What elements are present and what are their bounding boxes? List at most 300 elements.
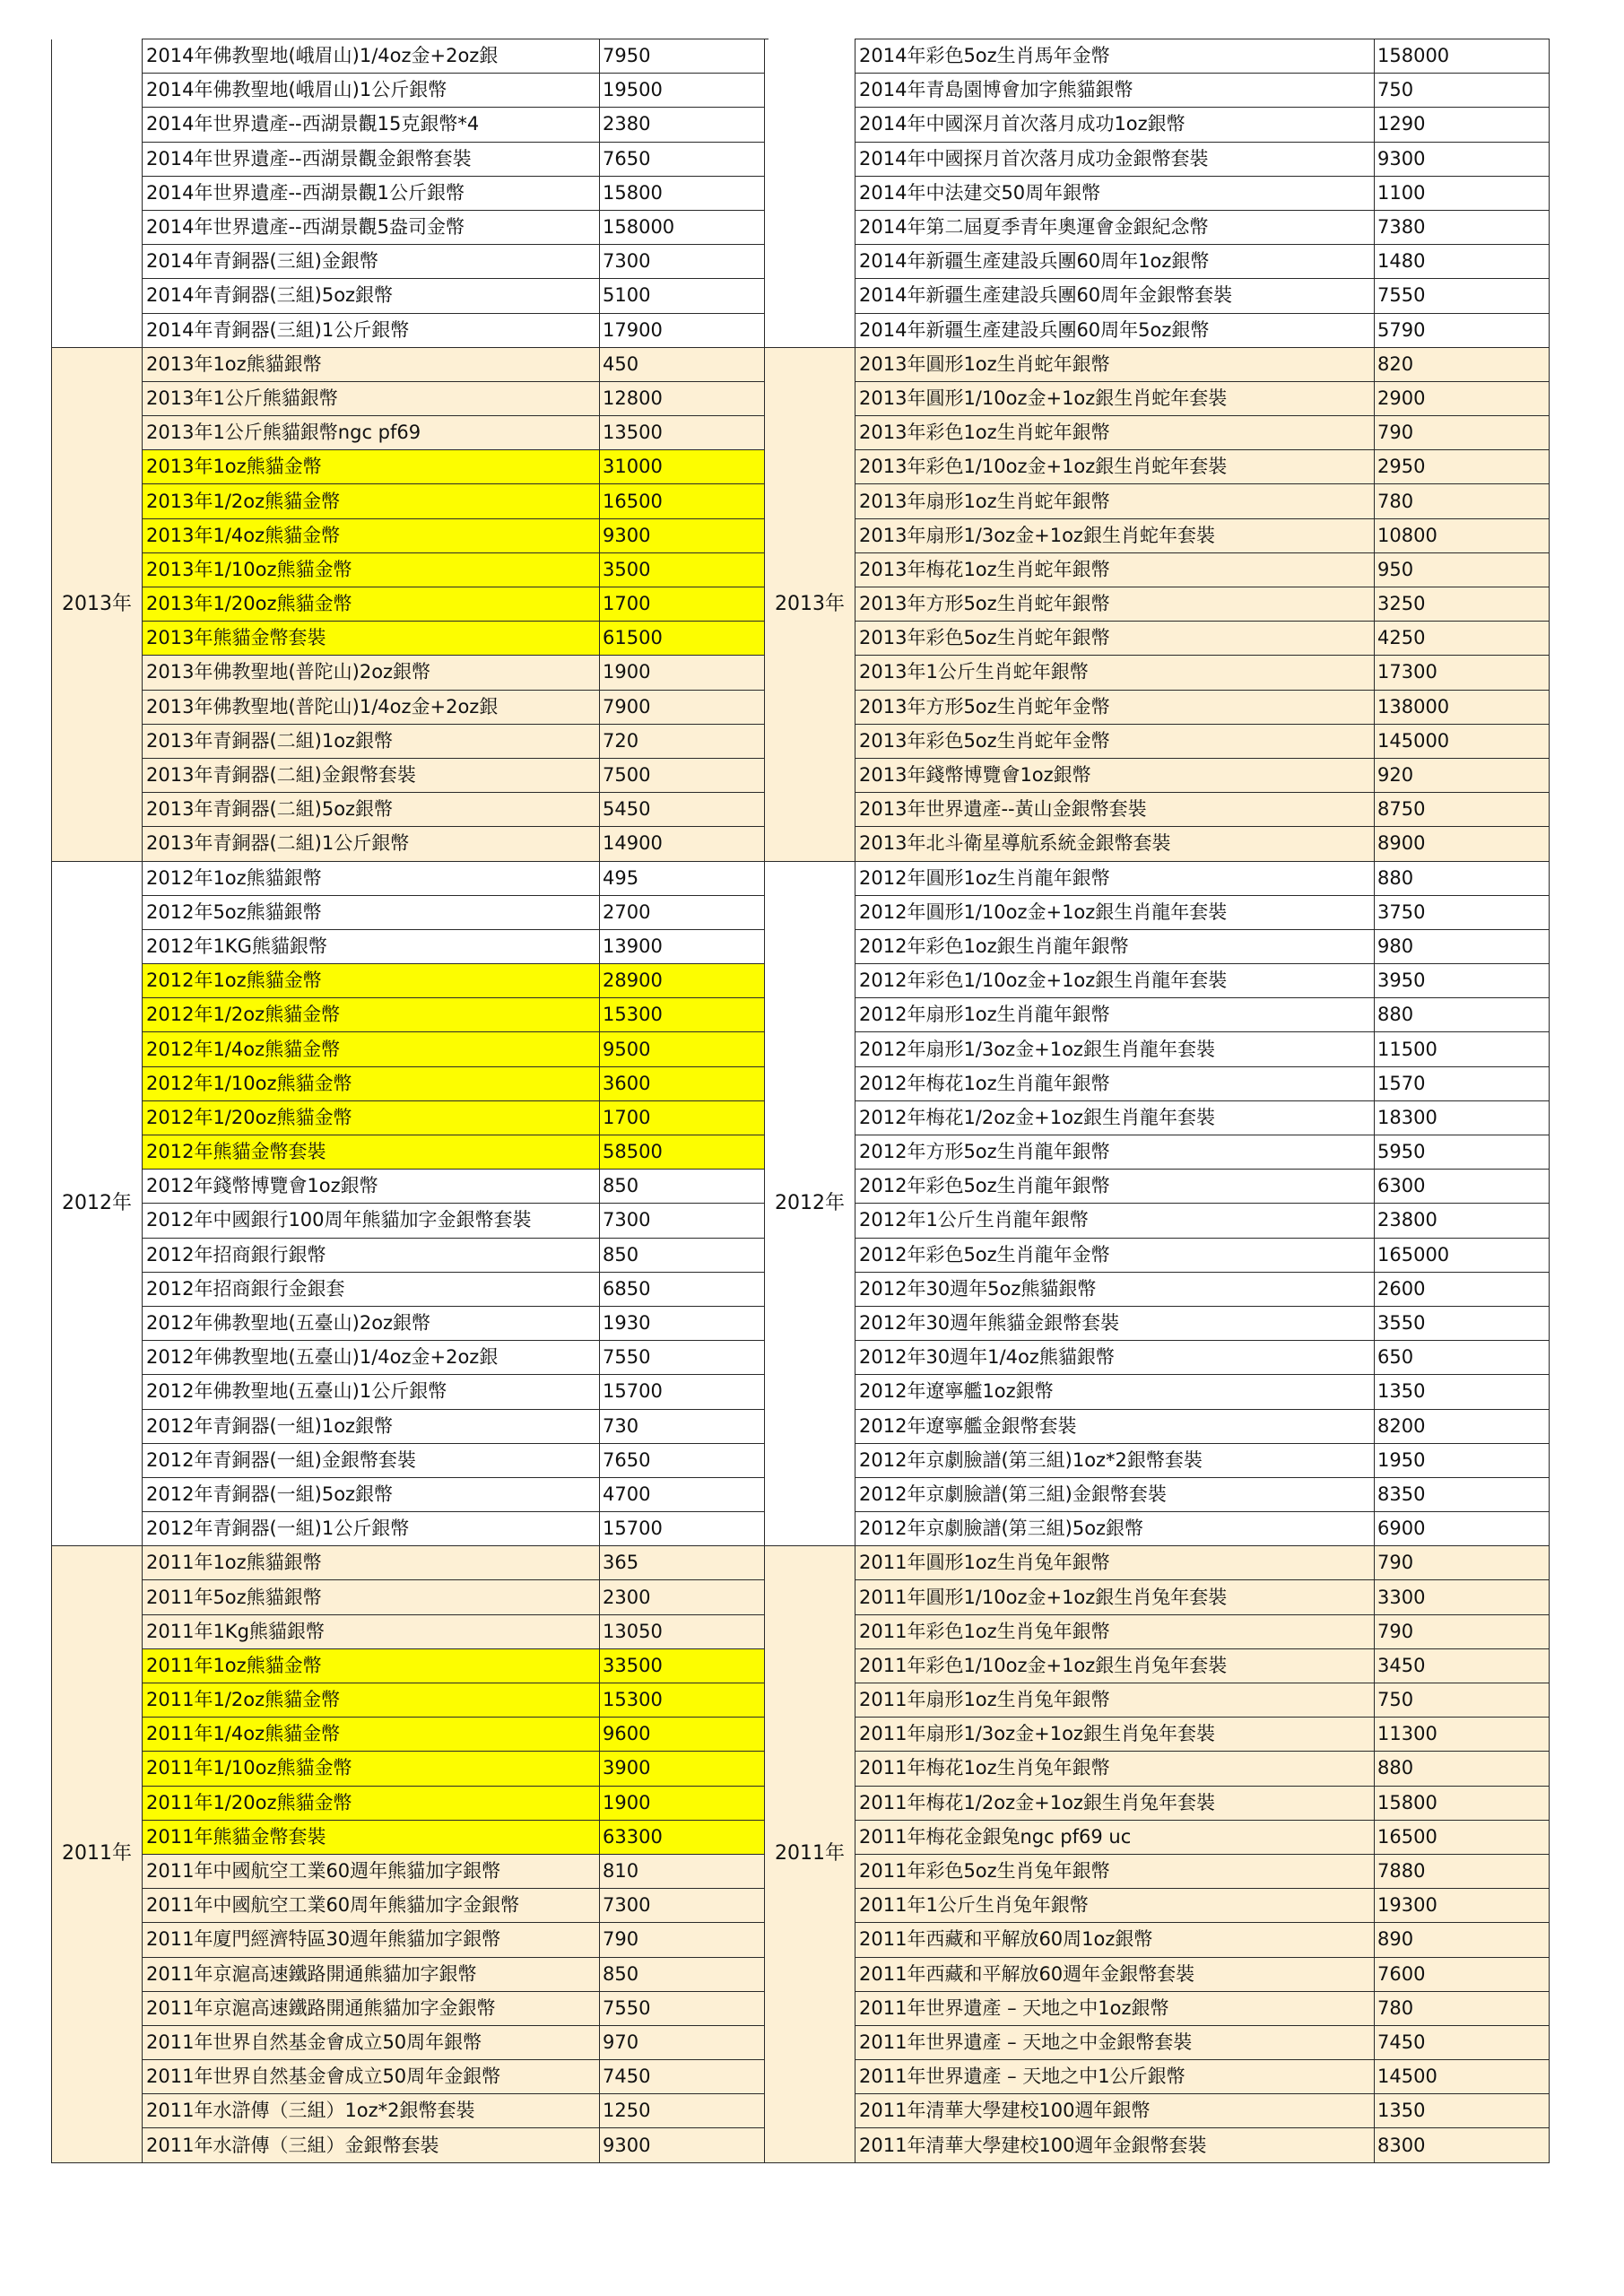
- coin-name: 2011年西藏和平解放60周1oz銀幣: [855, 1923, 1375, 1957]
- coin-name: 2014年新疆生產建設兵團60周年1oz銀幣: [855, 245, 1375, 279]
- coin-name: 2013年圓形1oz生肖蛇年銀幣: [855, 347, 1375, 381]
- coin-price: 8300: [1375, 2128, 1550, 2162]
- coin-name: 2013年彩色1oz生肖蛇年銀幣: [855, 416, 1375, 450]
- coin-name: 2013年青銅器(二組)金銀幣套裝: [143, 758, 600, 792]
- coin-price: 145000: [1375, 724, 1550, 758]
- coin-price: 158000: [600, 210, 769, 244]
- table-row: [765, 1238, 1550, 1272]
- coin-name: 2011年1oz熊貓銀幣: [143, 1546, 600, 1580]
- table-row: [765, 245, 1550, 279]
- coin-name: 2012年佛教聖地(五臺山)1/4oz金+2oz銀: [143, 1341, 600, 1375]
- coin-name: 2011年世界遺產 – 天地之中金銀幣套裝: [855, 2025, 1375, 2059]
- coin-price: 790: [1375, 1546, 1550, 1580]
- coin-name: 2011年清華大學建校100週年金銀幣套裝: [855, 2128, 1375, 2162]
- table-row: [52, 313, 769, 347]
- coin-name: 2014年中法建交50周年銀幣: [855, 176, 1375, 210]
- table-row: [765, 587, 1550, 622]
- coin-name: 2012年1oz熊貓金幣: [143, 964, 600, 998]
- coin-price: 15700: [600, 1375, 769, 1409]
- coin-name: 2011年彩色1/10oz金+1oz銀生肖兔年套裝: [855, 1648, 1375, 1683]
- coin-name: 2011年圓形1oz生肖兔年銀幣: [855, 1546, 1375, 1580]
- coin-price: 970: [600, 2025, 769, 2059]
- coin-name: 2011年梅花1oz生肖兔年銀幣: [855, 1752, 1375, 1786]
- coin-name: 2011年1公斤生肖兔年銀幣: [855, 1889, 1375, 1923]
- coin-price: 15300: [600, 1683, 769, 1718]
- coin-name: 2013年1公斤生肖蛇年銀幣: [855, 656, 1375, 690]
- table-row: [765, 1718, 1550, 1752]
- coin-price: 880: [1375, 861, 1550, 895]
- table-row: [765, 1512, 1550, 1546]
- coin-name: 2011年彩色5oz生肖兔年銀幣: [855, 1854, 1375, 1888]
- coin-price: 495: [600, 861, 769, 895]
- coin-name: 2011年廈門經濟特區30週年熊貓加字銀幣: [143, 1923, 600, 1957]
- table-row: [52, 39, 769, 74]
- table-row: [52, 861, 769, 895]
- coin-price: 365: [600, 1546, 769, 1580]
- coin-price: 6850: [600, 1272, 769, 1306]
- table-row: [52, 2094, 769, 2128]
- coin-name: 2013年佛教聖地(普陀山)2oz銀幣: [143, 656, 600, 690]
- coin-name: 2011年彩色1oz生肖兔年銀幣: [855, 1614, 1375, 1648]
- coin-name: 2012年招商銀行銀幣: [143, 1238, 600, 1272]
- coin-price: 16500: [600, 484, 769, 518]
- table-row: [765, 1991, 1550, 2025]
- coin-name: 2012年中國銀行100周年熊貓加字金銀幣套裝: [143, 1204, 600, 1238]
- table-row: [52, 176, 769, 210]
- table-row: [765, 1204, 1550, 1238]
- coin-name: 2012年遼寧艦1oz銀幣: [855, 1375, 1375, 1409]
- coin-price: 63300: [600, 1820, 769, 1854]
- coin-name: 2013年世界遺產--黃山金銀幣套裝: [855, 793, 1375, 827]
- table-row: [765, 2094, 1550, 2128]
- table-row: [52, 793, 769, 827]
- coin-price: 31000: [600, 450, 769, 484]
- coin-price: 1290: [1375, 108, 1550, 142]
- coin-price: 6300: [1375, 1170, 1550, 1204]
- table-row: [765, 450, 1550, 484]
- coin-price: 19300: [1375, 1889, 1550, 1923]
- coin-price: 7950: [600, 39, 769, 74]
- coin-price: 890: [1375, 1923, 1550, 1957]
- table-row: [52, 210, 769, 244]
- table-row: [52, 587, 769, 622]
- table-row: [765, 1066, 1550, 1100]
- table-row: [52, 929, 769, 963]
- coin-price: 9300: [1375, 142, 1550, 176]
- coin-name: 2014年青銅器(三組)金銀幣: [143, 245, 600, 279]
- table-row: [765, 998, 1550, 1032]
- table-row: [765, 1923, 1550, 1957]
- coin-name: 2013年北斗衛星導航系統金銀幣套裝: [855, 827, 1375, 861]
- coin-price: 14900: [600, 827, 769, 861]
- coin-price: 7650: [600, 1443, 769, 1477]
- coin-price: 750: [1375, 74, 1550, 108]
- coin-name: 2012年彩色5oz生肖龍年金幣: [855, 1238, 1375, 1272]
- table-row: [52, 484, 769, 518]
- coin-price: 15700: [600, 1512, 769, 1546]
- table-row: [765, 964, 1550, 998]
- coin-price: 5950: [1375, 1135, 1550, 1170]
- coin-price: 1700: [600, 1100, 769, 1135]
- table-row: [52, 1512, 769, 1546]
- table-row: [52, 1375, 769, 1409]
- coin-price: 3950: [1375, 964, 1550, 998]
- coin-name: 2014年世界遺產--西湖景觀5盎司金幣: [143, 210, 600, 244]
- coin-name: 2012年1公斤生肖龍年銀幣: [855, 1204, 1375, 1238]
- coin-price: 780: [1375, 1991, 1550, 2025]
- year-label: [52, 39, 143, 348]
- table-row: [52, 724, 769, 758]
- coin-price: 7300: [600, 245, 769, 279]
- coin-price: 920: [1375, 758, 1550, 792]
- coin-name: 2012年1/10oz熊貓金幣: [143, 1066, 600, 1100]
- coin-name: 2012年青銅器(一組)金銀幣套裝: [143, 1443, 600, 1477]
- table-row: [765, 108, 1550, 142]
- table-row: [765, 1820, 1550, 1854]
- coin-price: 11300: [1375, 1718, 1550, 1752]
- coin-name: 2013年青銅器(二組)1公斤銀幣: [143, 827, 600, 861]
- coin-price: 790: [1375, 416, 1550, 450]
- table-row: [765, 1341, 1550, 1375]
- table-row: [52, 552, 769, 587]
- coin-name: 2011年1oz熊貓金幣: [143, 1648, 600, 1683]
- coin-price: 14500: [1375, 2060, 1550, 2094]
- coin-price: 650: [1375, 1341, 1550, 1375]
- coin-name: 2011年中國航空工業60週年熊貓加字銀幣: [143, 1854, 600, 1888]
- coin-price: 1900: [600, 1786, 769, 1820]
- coin-price: 7600: [1375, 1957, 1550, 1991]
- coin-name: 2012年京劇臉譜(第三組)5oz銀幣: [855, 1512, 1375, 1546]
- table-row: [52, 279, 769, 313]
- table-row: [765, 758, 1550, 792]
- table-row: [52, 1272, 769, 1306]
- table-row: [765, 1957, 1550, 1991]
- table-row: [52, 245, 769, 279]
- coin-name: 2012年方形5oz生肖龍年銀幣: [855, 1135, 1375, 1170]
- coin-price: 880: [1375, 998, 1550, 1032]
- coin-price: 1900: [600, 656, 769, 690]
- coin-name: 2012年彩色5oz生肖龍年銀幣: [855, 1170, 1375, 1204]
- table-row: [52, 1820, 769, 1854]
- table-row: [765, 2128, 1550, 2162]
- coin-price: 1700: [600, 587, 769, 622]
- coin-price: 720: [600, 724, 769, 758]
- coin-name: 2011年水滸傳（三組）1oz*2銀幣套裝: [143, 2094, 600, 2128]
- coin-name: 2014年佛教聖地(峨眉山)1公斤銀幣: [143, 74, 600, 108]
- coin-price: 13900: [600, 929, 769, 963]
- table-row: [52, 74, 769, 108]
- coin-name: 2012年1/4oz熊貓金幣: [143, 1032, 600, 1066]
- coin-name: 2012年熊貓金幣套裝: [143, 1135, 600, 1170]
- coin-name: 2012年梅花1/2oz金+1oz銀生肖龍年套裝: [855, 1100, 1375, 1135]
- table-row: [765, 1409, 1550, 1443]
- coin-price: 8200: [1375, 1409, 1550, 1443]
- coin-price: 850: [600, 1957, 769, 1991]
- coin-price: 7450: [1375, 2025, 1550, 2059]
- coin-name: 2011年5oz熊貓銀幣: [143, 1580, 600, 1614]
- coin-name: 2013年青銅器(二組)1oz銀幣: [143, 724, 600, 758]
- coin-price: 7550: [600, 1991, 769, 2025]
- coin-name: 2014年第二屆夏季青年奧運會金銀紀念幣: [855, 210, 1375, 244]
- coin-price: 13500: [600, 416, 769, 450]
- left-table-body: [52, 39, 769, 2163]
- year-label: 2012年: [52, 861, 143, 1546]
- table-row: [52, 1170, 769, 1204]
- table-row: [765, 1375, 1550, 1409]
- table-row: [52, 998, 769, 1032]
- coin-name: 2011年世界遺產 – 天地之中1公斤銀幣: [855, 2060, 1375, 2094]
- coin-price: 15800: [1375, 1786, 1550, 1820]
- table-row: [765, 142, 1550, 176]
- coin-name: 2014年世界遺產--西湖景觀金銀幣套裝: [143, 142, 600, 176]
- coin-name: 2014年青島園博會加字熊貓銀幣: [855, 74, 1375, 108]
- coin-name: 2012年扇形1/3oz金+1oz銀生肖龍年套裝: [855, 1032, 1375, 1066]
- coin-price: 790: [1375, 1614, 1550, 1648]
- coin-price: 2300: [600, 1580, 769, 1614]
- coin-name: 2012年彩色1/10oz金+1oz銀生肖龍年套裝: [855, 964, 1375, 998]
- right-price-table: [764, 39, 1550, 2163]
- table-row: [52, 1477, 769, 1511]
- coin-name: 2014年新疆生產建設兵團60周年5oz銀幣: [855, 313, 1375, 347]
- year-label: 2013年: [765, 347, 855, 861]
- table-row: [765, 347, 1550, 381]
- table-row: [765, 861, 1550, 895]
- coin-name: 2012年5oz熊貓銀幣: [143, 895, 600, 929]
- table-row: [765, 1648, 1550, 1683]
- coin-price: 850: [600, 1170, 769, 1204]
- coin-price: 980: [1375, 929, 1550, 963]
- coin-name: 2013年1oz熊貓銀幣: [143, 347, 600, 381]
- coin-name: 2013年方形5oz生肖蛇年金幣: [855, 690, 1375, 724]
- table-row: [765, 210, 1550, 244]
- coin-price: 15800: [600, 176, 769, 210]
- table-row: [765, 1683, 1550, 1718]
- coin-price: 3550: [1375, 1306, 1550, 1340]
- coin-price: 8750: [1375, 793, 1550, 827]
- coin-price: 9300: [600, 2128, 769, 2162]
- coin-name: 2013年圓形1/10oz金+1oz銀生肖蛇年套裝: [855, 381, 1375, 415]
- coin-price: 4250: [1375, 622, 1550, 656]
- coin-price: 9300: [600, 518, 769, 552]
- coin-name: 2013年1公斤熊貓銀幣ngc pf69: [143, 416, 600, 450]
- coin-name: 2013年梅花1oz生肖蛇年銀幣: [855, 552, 1375, 587]
- coin-name: 2011年1/2oz熊貓金幣: [143, 1683, 600, 1718]
- coin-name: 2012年1/2oz熊貓金幣: [143, 998, 600, 1032]
- table-row: [765, 895, 1550, 929]
- coin-name: 2011年清華大學建校100週年銀幣: [855, 2094, 1375, 2128]
- coin-price: 165000: [1375, 1238, 1550, 1272]
- coin-name: 2011年京滬高速鐵路開通熊貓加字金銀幣: [143, 1991, 600, 2025]
- table-row: [52, 1443, 769, 1477]
- coin-name: 2012年青銅器(一組)1oz銀幣: [143, 1409, 600, 1443]
- coin-price: 23800: [1375, 1204, 1550, 1238]
- table-row: [52, 1066, 769, 1100]
- coin-name: 2013年佛教聖地(普陀山)1/4oz金+2oz銀: [143, 690, 600, 724]
- table-row: [52, 1306, 769, 1340]
- table-row: [765, 313, 1550, 347]
- table-row: [765, 827, 1550, 861]
- table-row: [765, 1752, 1550, 1786]
- coin-name: 2013年扇形1/3oz金+1oz銀生肖蛇年套裝: [855, 518, 1375, 552]
- coin-price: 1250: [600, 2094, 769, 2128]
- coin-price: 5450: [600, 793, 769, 827]
- coin-price: 1570: [1375, 1066, 1550, 1100]
- coin-name: 2013年熊貓金幣套裝: [143, 622, 600, 656]
- coin-name: 2011年1/20oz熊貓金幣: [143, 1786, 600, 1820]
- coin-price: 158000: [1375, 39, 1550, 74]
- table-row: [52, 1580, 769, 1614]
- coin-price: 850: [600, 1238, 769, 1272]
- coin-name: 2011年世界遺產 – 天地之中1oz銀幣: [855, 1991, 1375, 2025]
- coin-price: 4700: [600, 1477, 769, 1511]
- table-row: [52, 1648, 769, 1683]
- coin-price: 2380: [600, 108, 769, 142]
- coin-price: 820: [1375, 347, 1550, 381]
- coin-price: 1350: [1375, 2094, 1550, 2128]
- table-row: [52, 895, 769, 929]
- coin-price: 7880: [1375, 1854, 1550, 1888]
- coin-name: 2013年扇形1oz生肖蛇年銀幣: [855, 484, 1375, 518]
- coin-price: 7500: [600, 758, 769, 792]
- coin-price: 3600: [600, 1066, 769, 1100]
- coin-price: 450: [600, 347, 769, 381]
- table-row: [765, 690, 1550, 724]
- coin-price: 2700: [600, 895, 769, 929]
- coin-price: 1100: [1375, 176, 1550, 210]
- table-row: [52, 1786, 769, 1820]
- table-row: [765, 39, 1550, 74]
- table-row: [52, 2060, 769, 2094]
- coin-price: 33500: [600, 1648, 769, 1683]
- table-row: [765, 74, 1550, 108]
- coin-price: 7650: [600, 142, 769, 176]
- table-row: [765, 1443, 1550, 1477]
- table-row: [52, 1614, 769, 1648]
- coin-price: 5100: [600, 279, 769, 313]
- table-row: [765, 929, 1550, 963]
- coin-price: 1950: [1375, 1443, 1550, 1477]
- coin-name: 2012年佛教聖地(五臺山)1公斤銀幣: [143, 1375, 600, 1409]
- coin-price: 2900: [1375, 381, 1550, 415]
- coin-name: 2011年圓形1/10oz金+1oz銀生肖兔年套裝: [855, 1580, 1375, 1614]
- table-row: [765, 2025, 1550, 2059]
- coin-name: 2012年圓形1/10oz金+1oz銀生肖龍年套裝: [855, 895, 1375, 929]
- coin-price: 7300: [600, 1889, 769, 1923]
- table-row: [765, 518, 1550, 552]
- table-row: [765, 1306, 1550, 1340]
- coin-price: 13050: [600, 1614, 769, 1648]
- table-row: [52, 518, 769, 552]
- coin-name: 2012年30週年熊貓金銀幣套裝: [855, 1306, 1375, 1340]
- coin-name: 2012年青銅器(一組)5oz銀幣: [143, 1477, 600, 1511]
- coin-name: 2013年錢幣博覽會1oz銀幣: [855, 758, 1375, 792]
- coin-price: 8900: [1375, 827, 1550, 861]
- table-row: [765, 381, 1550, 415]
- coin-name: 2012年1/20oz熊貓金幣: [143, 1100, 600, 1135]
- table-row: [52, 1135, 769, 1170]
- table-row: [765, 484, 1550, 518]
- coin-price: 2950: [1375, 450, 1550, 484]
- coin-name: 2012年1KG熊貓銀幣: [143, 929, 600, 963]
- coin-name: 2013年1/4oz熊貓金幣: [143, 518, 600, 552]
- table-row: [52, 1991, 769, 2025]
- table-row: [52, 1683, 769, 1718]
- coin-price: 3300: [1375, 1580, 1550, 1614]
- coin-name: 2014年青銅器(三組)1公斤銀幣: [143, 313, 600, 347]
- table-row: [765, 656, 1550, 690]
- table-row: [52, 758, 769, 792]
- coin-name: 2013年彩色5oz生肖蛇年銀幣: [855, 622, 1375, 656]
- table-row: [52, 1204, 769, 1238]
- coin-name: 2012年彩色1oz銀生肖龍年銀幣: [855, 929, 1375, 963]
- coin-name: 2012年扇形1oz生肖龍年銀幣: [855, 998, 1375, 1032]
- coin-name: 2012年京劇臉譜(第三組)金銀幣套裝: [855, 1477, 1375, 1511]
- coin-price: 19500: [600, 74, 769, 108]
- coin-name: 2011年扇形1/3oz金+1oz銀生肖兔年套裝: [855, 1718, 1375, 1752]
- coin-price: 16500: [1375, 1820, 1550, 1854]
- table-row: [765, 622, 1550, 656]
- coin-name: 2012年佛教聖地(五臺山)2oz銀幣: [143, 1306, 600, 1340]
- table-row: [52, 1546, 769, 1580]
- coin-name: 2013年青銅器(二組)5oz銀幣: [143, 793, 600, 827]
- table-row: [765, 2060, 1550, 2094]
- table-row: [765, 1135, 1550, 1170]
- coin-price: 15300: [600, 998, 769, 1032]
- table-row: [765, 793, 1550, 827]
- coin-name: 2011年扇形1oz生肖兔年銀幣: [855, 1683, 1375, 1718]
- coin-name: 2013年1/10oz熊貓金幣: [143, 552, 600, 587]
- coin-name: 2012年30週年5oz熊貓銀幣: [855, 1272, 1375, 1306]
- coin-name: 2012年梅花1oz生肖龍年銀幣: [855, 1066, 1375, 1100]
- table-row: [52, 1238, 769, 1272]
- coin-price: 810: [600, 1854, 769, 1888]
- table-row: [765, 1614, 1550, 1648]
- coin-price: 3500: [600, 552, 769, 587]
- year-label: 2011年: [52, 1546, 143, 2162]
- coin-price: 28900: [600, 964, 769, 998]
- table-row: [52, 1032, 769, 1066]
- coin-price: 12800: [600, 381, 769, 415]
- table-row: [765, 724, 1550, 758]
- coin-name: 2011年世界自然基金會成立50周年金銀幣: [143, 2060, 600, 2094]
- table-row: [52, 142, 769, 176]
- table-row: [765, 1170, 1550, 1204]
- coin-price: 7900: [600, 690, 769, 724]
- table-row: [52, 1889, 769, 1923]
- table-row: [52, 1718, 769, 1752]
- table-row: [765, 1546, 1550, 1580]
- coin-price: 780: [1375, 484, 1550, 518]
- coin-price: 8350: [1375, 1477, 1550, 1511]
- table-row: [765, 1032, 1550, 1066]
- table-row: [52, 416, 769, 450]
- table-row: [52, 1752, 769, 1786]
- coin-name: 2011年1Kg熊貓銀幣: [143, 1614, 600, 1648]
- table-row: [52, 827, 769, 861]
- coin-name: 2012年錢幣博覽會1oz銀幣: [143, 1170, 600, 1204]
- coin-name: 2011年西藏和平解放60週年金銀幣套裝: [855, 1957, 1375, 1991]
- coin-price: 138000: [1375, 690, 1550, 724]
- table-row: [765, 552, 1550, 587]
- table-row: [765, 1854, 1550, 1888]
- coin-price: 1350: [1375, 1375, 1550, 1409]
- table-row: [52, 964, 769, 998]
- coin-name: 2014年佛教聖地(峨眉山)1/4oz金+2oz銀: [143, 39, 600, 74]
- coin-name: 2012年青銅器(一組)1公斤銀幣: [143, 1512, 600, 1546]
- table-row: [52, 108, 769, 142]
- coin-name: 2014年世界遺產--西湖景觀15克銀幣*4: [143, 108, 600, 142]
- coin-name: 2012年遼寧艦金銀幣套裝: [855, 1409, 1375, 1443]
